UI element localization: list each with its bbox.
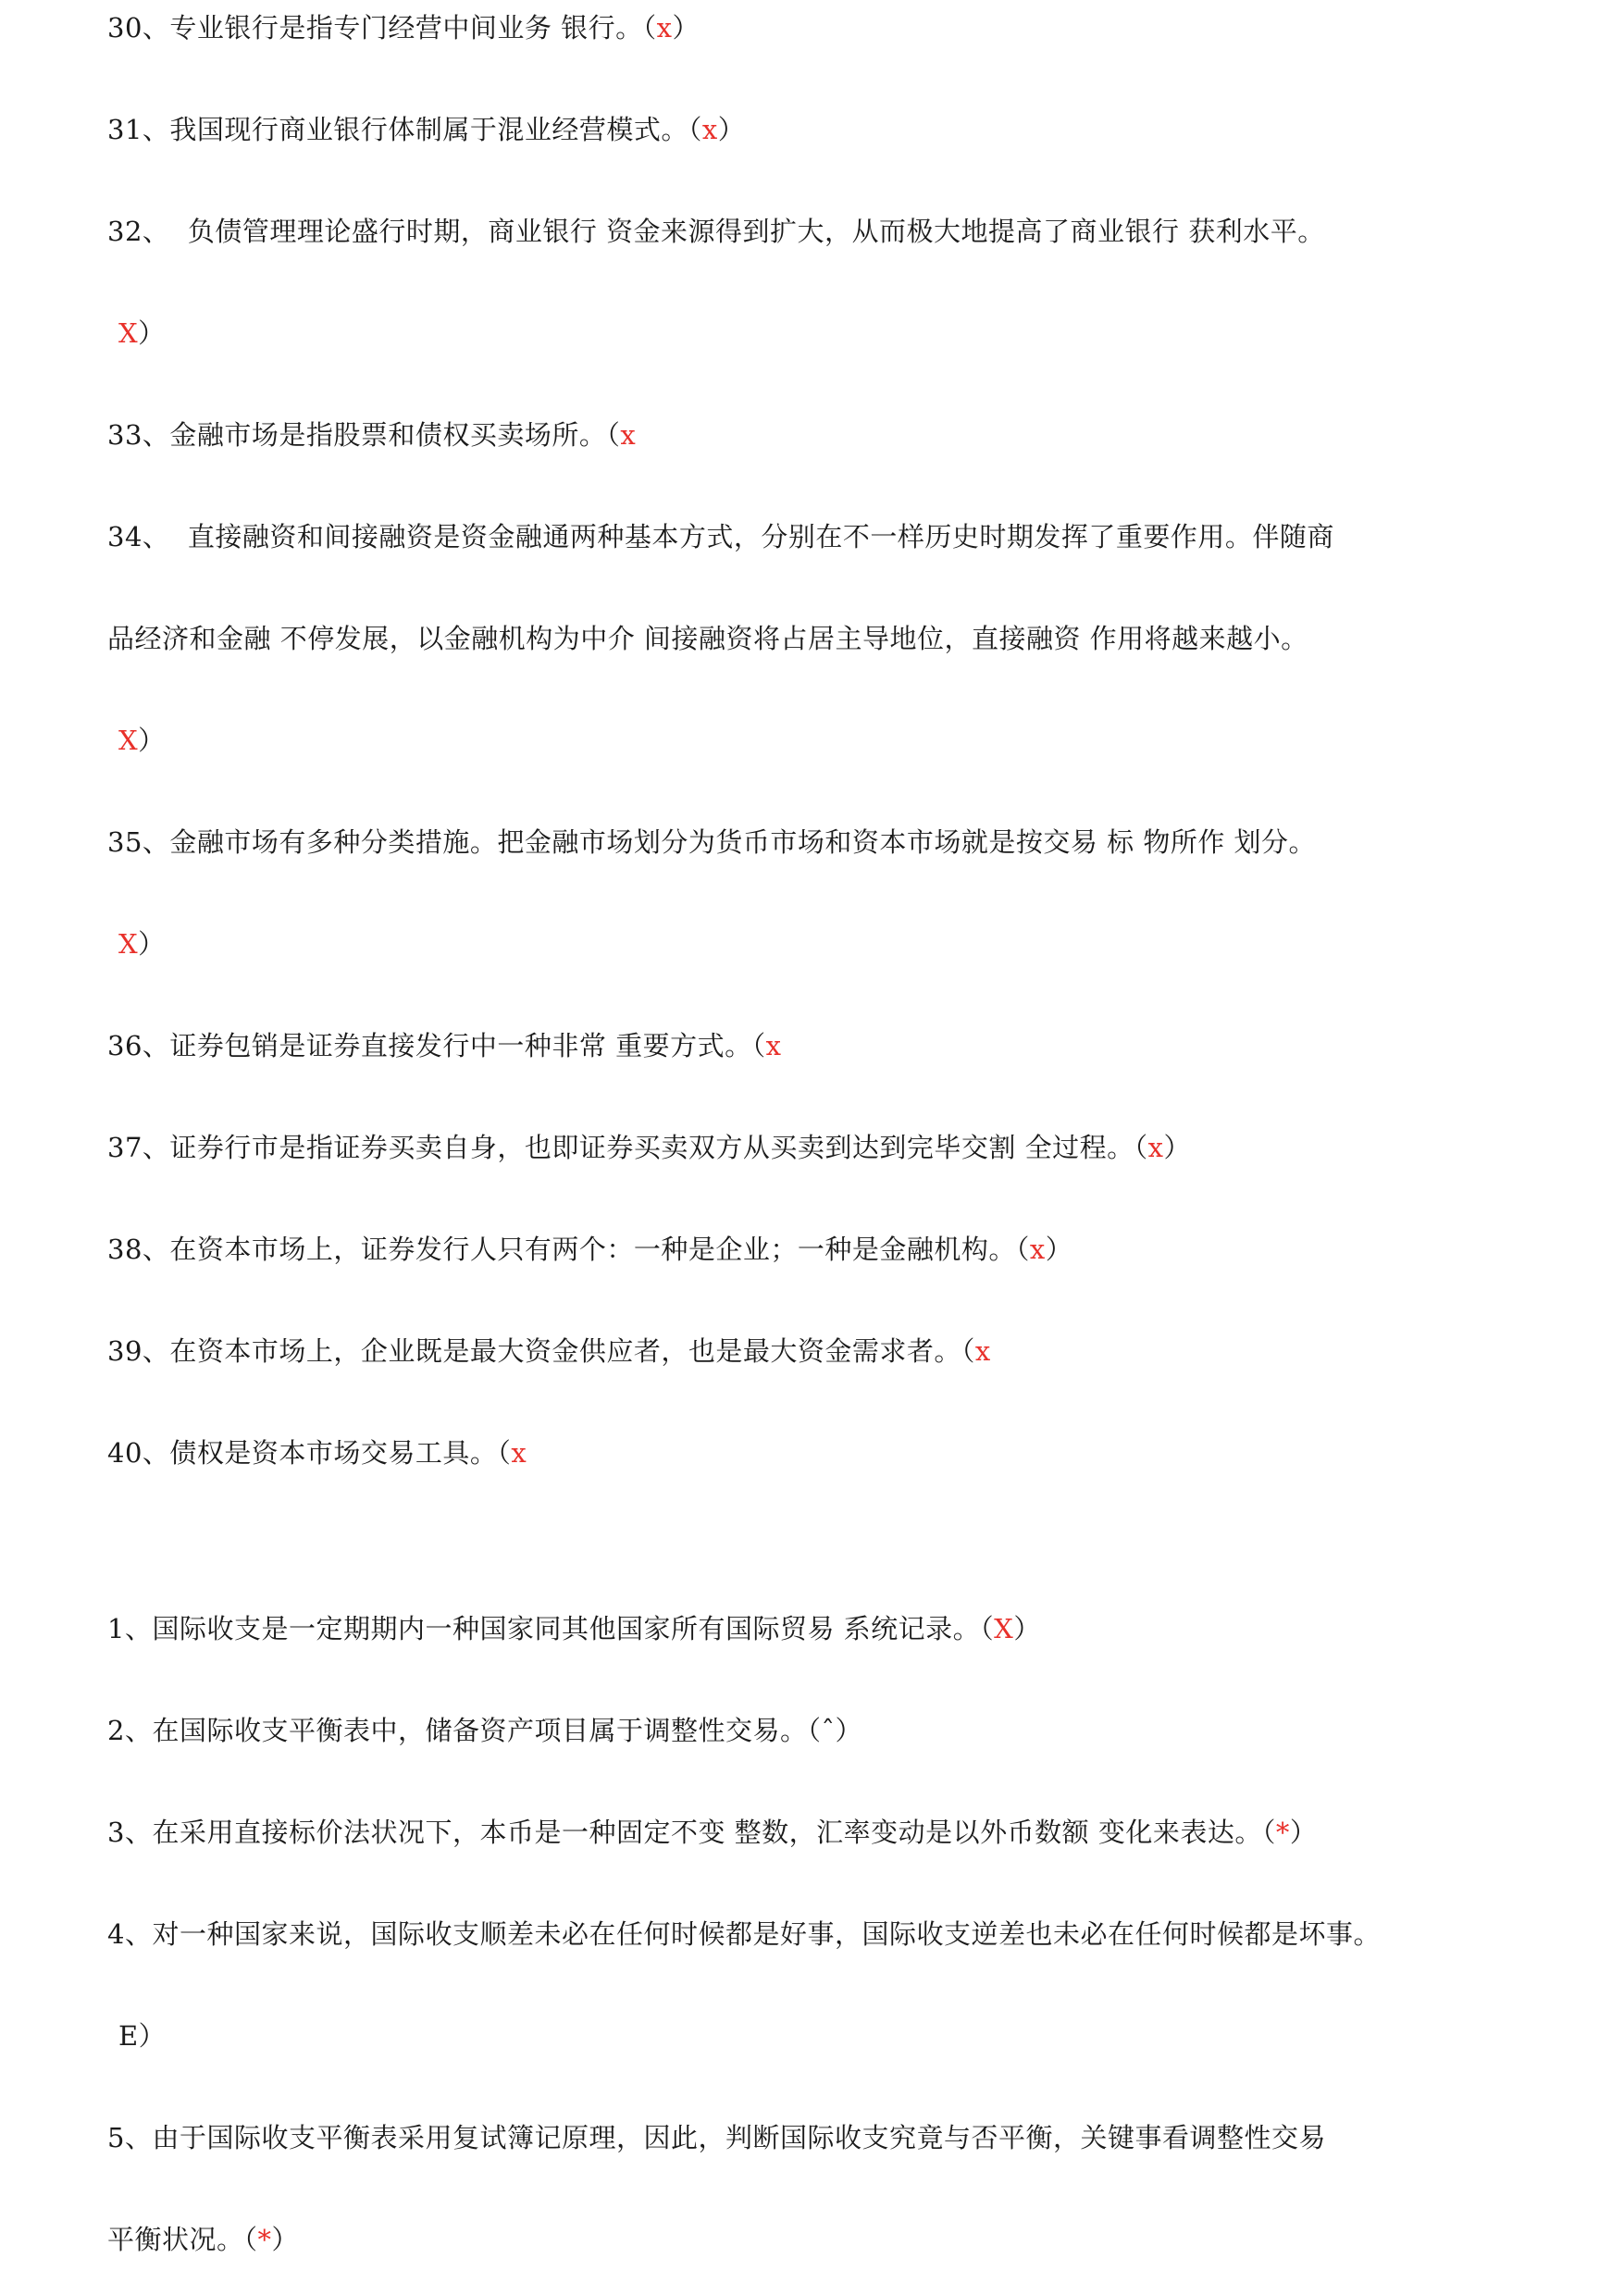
answer-mark: * bbox=[1275, 1817, 1290, 1848]
question-text: 37、证券行市是指证券买卖自身，也即证券买卖双方从买卖到达到完毕交割 全过程。（ bbox=[107, 1132, 1148, 1163]
close-paren: ） bbox=[138, 725, 166, 756]
question-5 bbox=[107, 2119, 1326, 2156]
answer-mark: X bbox=[118, 317, 139, 349]
question-34 bbox=[107, 518, 1334, 555]
question-4-answer bbox=[118, 2017, 166, 2054]
question-text: 品经济和金融 不停发展，以金融机构为中介 间接融资将占居主导地位，直接融资 作用将越来越小。 bbox=[107, 623, 1308, 654]
question-33 bbox=[107, 416, 636, 453]
question-text: 4、对一种国家来说，国际收支顺差未必在任何时候都是好事，国际收支逆差也未必在任何时候都是坏事。 bbox=[107, 1918, 1381, 1950]
question-text: 36、证券包销是证券直接发行中一种非常 重要方式。（ bbox=[107, 1030, 766, 1061]
question-text: 平衡状况。（ bbox=[107, 2224, 258, 2255]
question-text: 2、在国际收支平衡表中，储备资产项目属于调整性交易。（ bbox=[107, 1715, 822, 1746]
question-30 bbox=[107, 9, 700, 46]
question-text: 30、专业银行是指专门经营中间业务 银行。（ bbox=[107, 12, 657, 43]
question-text: 38、在资本市场上，证券发行人只有两个：一种是企业；一种是金融机构。（ bbox=[107, 1234, 1030, 1265]
question-32 bbox=[107, 213, 1325, 250]
question-37 bbox=[107, 1129, 1191, 1166]
question-35-answer bbox=[118, 925, 166, 962]
answer-mark: * bbox=[257, 2224, 272, 2255]
answer-mark: X bbox=[118, 928, 139, 960]
question-2 bbox=[107, 1712, 862, 1749]
answer-mark: x bbox=[511, 1437, 527, 1469]
close-paren: ） bbox=[1013, 1613, 1041, 1644]
close-paren: ） bbox=[1289, 1817, 1318, 1848]
answer-mark: x bbox=[620, 419, 637, 451]
question-40 bbox=[107, 1434, 527, 1471]
question-35 bbox=[107, 824, 1316, 861]
question-36 bbox=[107, 1027, 781, 1064]
question-34-continued bbox=[107, 620, 1308, 657]
answer-mark: x bbox=[1029, 1234, 1046, 1265]
close-paren: ） bbox=[1163, 1132, 1191, 1163]
question-3 bbox=[107, 1814, 1317, 1851]
question-34-answer bbox=[118, 722, 166, 759]
question-text: 40、债权是资本市场交易工具。（ bbox=[107, 1437, 512, 1469]
answer-mark: x bbox=[974, 1335, 991, 1367]
question-31 bbox=[107, 111, 745, 148]
answer-mark: X bbox=[118, 725, 139, 756]
close-paren: ） bbox=[1045, 1234, 1073, 1265]
question-text: 31、我国现行商业银行体制属于混业经营模式。（ bbox=[107, 114, 702, 145]
answer-mark: X bbox=[994, 1613, 1014, 1644]
question-text: 32、 负债管理理论盛行时期，商业银行 资金来源得到扩大，从而极大地提高了商业银行 获利水平。 bbox=[107, 216, 1325, 247]
question-38 bbox=[107, 1231, 1072, 1268]
question-text: 5、由于国际收支平衡表采用复试簿记原理，因此，判断国际收支究竟与否平衡，关键事看调整性交易 bbox=[107, 2122, 1326, 2153]
answer-mark: x bbox=[656, 12, 673, 43]
answer-mark: x bbox=[765, 1030, 782, 1061]
question-1 bbox=[107, 1610, 1041, 1647]
question-text: 33、金融市场是指股票和债权买卖场所。（ bbox=[107, 419, 621, 451]
question-text: 34、 直接融资和间接融资是资金融通两种基本方式，分别在不一样历史时期发挥了重要作用。伴随商 bbox=[107, 521, 1334, 552]
question-text: 3、在采用直接标价法状况下，本币是一种固定不变 整数，汇率变动是以外币数额 变化来表达。（ bbox=[107, 1817, 1276, 1848]
question-text: 35、金融市场有多种分类措施。把金融市场划分为货币市场和资本市场就是按交易 标 物所作 划分。 bbox=[107, 826, 1317, 858]
question-4 bbox=[107, 1916, 1381, 1953]
close-paren: ） bbox=[271, 2224, 300, 2255]
close-paren: ˆ） bbox=[821, 1715, 862, 1746]
question-5-continued bbox=[107, 2221, 299, 2258]
close-paren: ） bbox=[138, 317, 166, 349]
question-text: 1、国际收支是一定期期内一种国家同其他国家所有国际贸易 系统记录。（ bbox=[107, 1613, 995, 1644]
answer-mark: x bbox=[701, 114, 718, 145]
question-32-answer bbox=[118, 315, 166, 352]
question-text: 39、在资本市场上，企业既是最大资金供应者，也是最大资金需求者。（ bbox=[107, 1335, 975, 1367]
close-paren: ） bbox=[717, 114, 746, 145]
close-paren: ） bbox=[672, 12, 700, 43]
question-39 bbox=[107, 1333, 991, 1370]
close-paren: ） bbox=[138, 928, 166, 960]
answer-mark: x bbox=[1147, 1132, 1164, 1163]
answer-text: E） bbox=[118, 2020, 167, 2052]
